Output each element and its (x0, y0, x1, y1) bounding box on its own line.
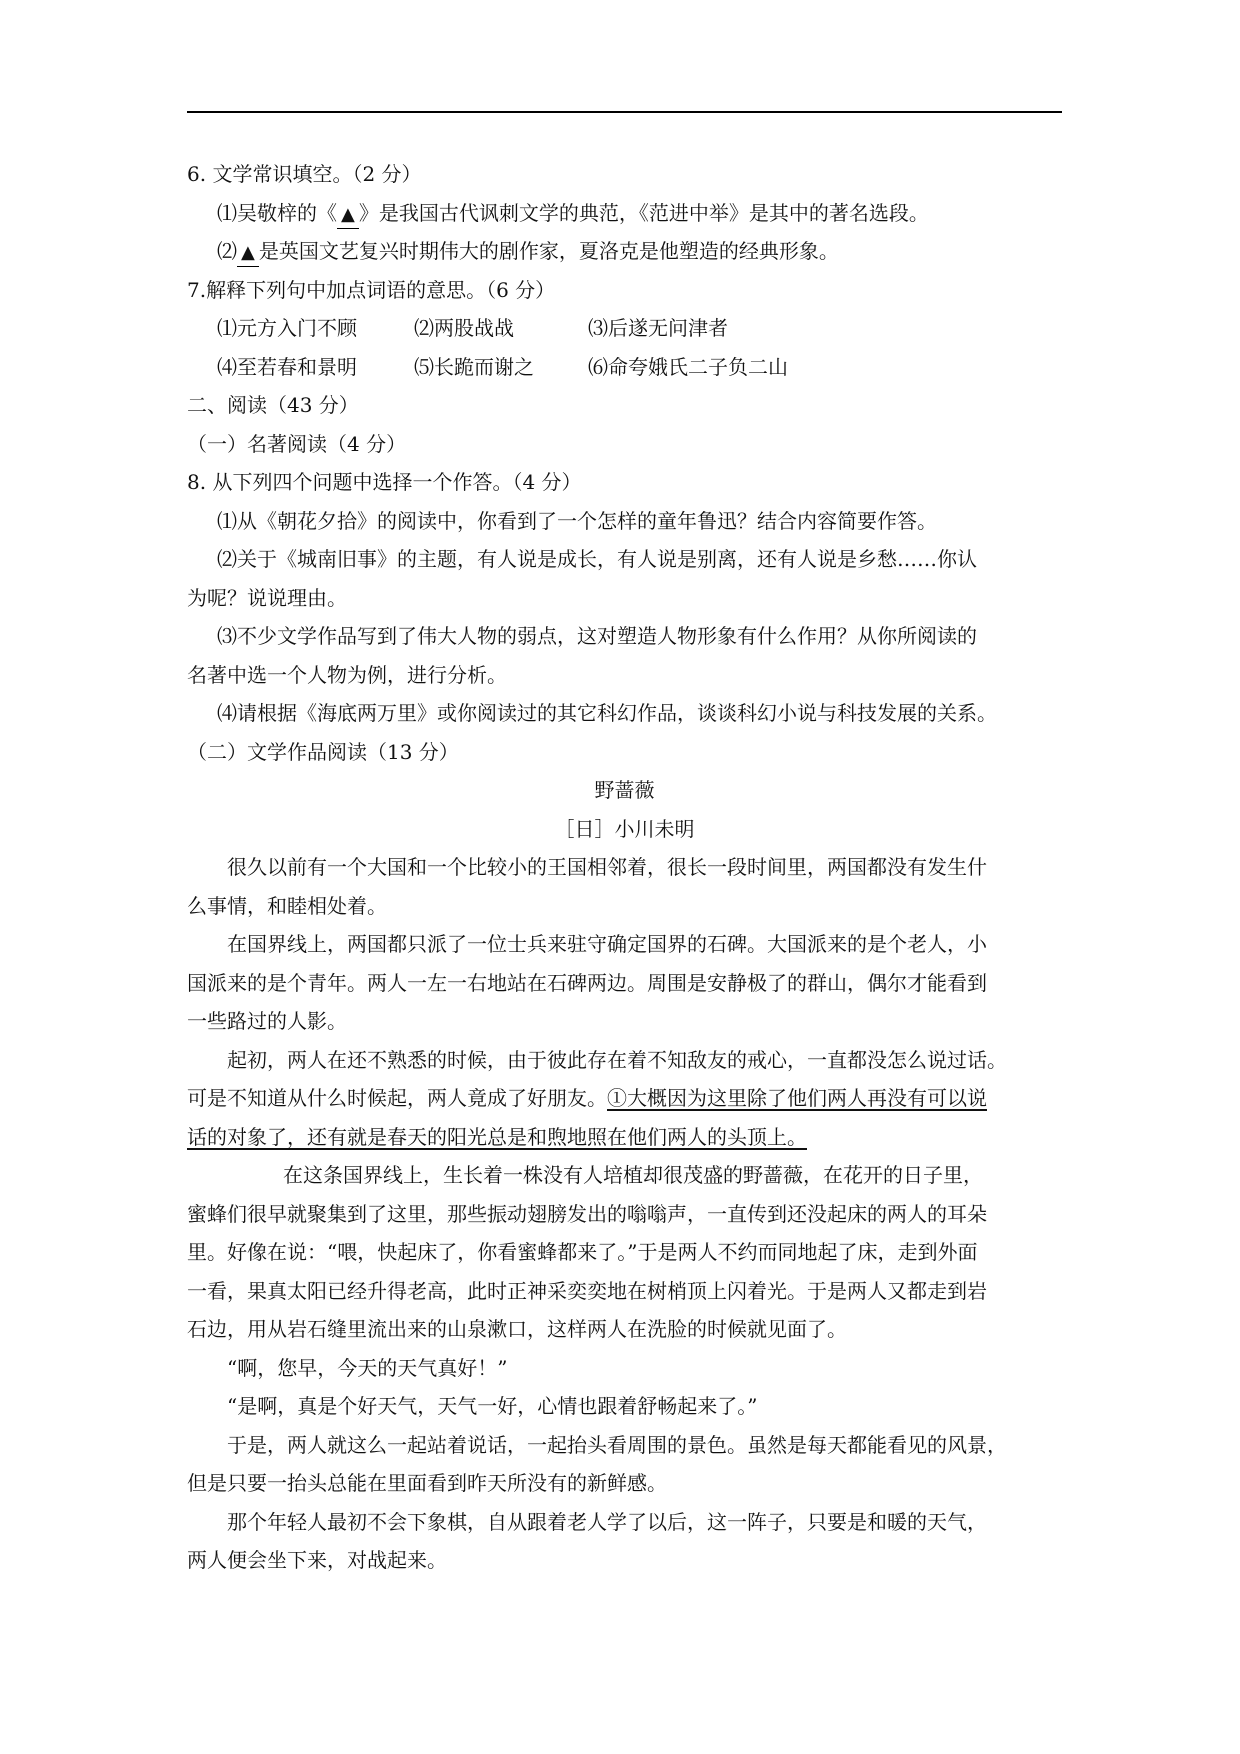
q7-item-4: ⑷至若春和景明 (217, 354, 357, 379)
story-p1-line-1: 很久以前有一个大国和一个比较小的王国相邻着，很长一段时间里，两国都没有发生什 (227, 855, 987, 879)
story-p4-line-4: 一看，果真太阳已经升得老高，此时正神采奕奕地在树梢顶上闪着光。于是两人又都走到岩 (187, 1278, 987, 1303)
q7-item-3: ⑶后遂无问津者 (588, 316, 728, 340)
q6-item-1-pre: ⑴吴敬梓的《 (217, 200, 337, 225)
story-p4-line-3: 里。好像在说：“喂，快起床了，你看蜜蜂都来了。”于是两人不约而同地起了床，走到外面 (187, 1240, 978, 1264)
q6-blank-2: ▲ (237, 240, 259, 267)
q6-item-1-post: 》是我国古代讽刺文学的典范，《范进中举》是其中的著名选段。 (358, 200, 929, 225)
story-p3-line-2 (187, 1079, 1062, 1118)
story-p2-line-2: 国派来的是个青年。两人一左一右地站在石碑两边。周围是安静极了的群山，偶尔才能看到 (187, 970, 987, 995)
page-content (187, 155, 1062, 1580)
q8-option-1: ⑴从《朝花夕拾》的阅读中，你看到了一个怎样的童年鲁迅？结合内容简要作答。 (217, 508, 937, 533)
subsection-classics-heading: （一）名著阅读（4 分） (187, 431, 407, 456)
q7-row-1 (187, 309, 1062, 348)
q7-item-5: ⑸长跪而谢之 (414, 354, 534, 379)
section-reading-heading: 二、阅读（43 分） (187, 393, 359, 417)
q8-option-2-line-2: 为呢？说说理由。 (187, 585, 347, 610)
q8-option-3-line-2: 名著中选一个人物为例，进行分析。 (187, 662, 507, 687)
q7-item-6: ⑹命夸娥氏二子负二山 (588, 354, 788, 379)
q8-title: 8. 从下列四个问题中选择一个作答。（4 分） (187, 470, 582, 494)
q8-option-3-line-1: ⑶不少文学作品写到了伟大人物的弱点，这对塑造人物形象有什么作用？从你所阅读的 (217, 624, 977, 648)
q7-row-2 (187, 348, 1062, 387)
q6-item-2-pre: ⑵ (217, 239, 237, 263)
q7-item-1: ⑴元方入门不顾 (217, 316, 357, 340)
header-rule (187, 111, 1062, 113)
story-p4-line-5: 石边，用从岩石缝里流出来的山泉漱口，这样两人在洗脸的时候就见面了。 (187, 1317, 847, 1341)
q6-title: 6. 文学常识填空。（2 分） (187, 162, 422, 186)
story-p4-line-2: 蜜蜂们很早就聚集到了这里，那些振动翅膀发出的嗡嗡声，一直传到还没起床的两人的耳朵 (187, 1201, 987, 1226)
underlined-sentence-1-part-2: 话的对象了，还有就是春天的阳光总是和煦地照在他们两人的头顶上。 (187, 1124, 807, 1149)
story-author: ［日］小川未明 (554, 816, 695, 841)
story-title: 野蔷薇 (594, 778, 655, 802)
story-p1-line-2: 么事情，和睦相处着。 (187, 893, 387, 918)
story-p8-line-1: 那个年轻人最初不会下象棋，自从跟着老人学了以后，这一阵子，只要是和暖的天气， (227, 1509, 987, 1534)
story-p3-line-1: 起初，两人在还不熟悉的时候，由于彼此存在着不知敌友的戒心，一直都没怎么说过话。 (227, 1047, 1007, 1072)
story-p2-line-3: 一些路过的人影。 (187, 1009, 347, 1033)
story-p4-line-1: 在这条国界线上，生长着一株没有人培植却很茂盛的野蔷薇，在花开的日子里， (283, 1163, 983, 1187)
story-dialogue-2: “是啊，真是个好天气，天气一好，心情也跟着舒畅起来了。” (227, 1394, 758, 1418)
q8-option-2-line-1: ⑵关于《城南旧事》的主题，有人说是成长，有人说是别离，还有人说是乡愁……你认 (217, 547, 977, 571)
story-p7-line-2: 但是只要一抬头总能在里面看到昨天所没有的新鲜感。 (187, 1471, 667, 1495)
story-p3-line-3 (187, 1118, 1062, 1157)
q6-item-2 (187, 232, 1062, 271)
q7-title: 7.解释下列句中加点词语的意思。（6 分） (187, 277, 556, 302)
story-p7-line-1: 于是，两人就这么一起站着说话，一起抬头看周围的景色。虽然是每天都能看见的风景， (227, 1432, 1007, 1457)
q8-option-4: ⑷请根据《海底两万里》或你阅读过的其它科幻作品，谈谈科幻小说与科技发展的关系。 (217, 701, 997, 725)
underlined-sentence-1-part-1: ①大概因为这里除了他们两人再没有可以说 (607, 1086, 987, 1110)
story-p8-line-2: 两人便会坐下来，对战起来。 (187, 1548, 447, 1572)
q7-item-2: ⑵两股战战 (414, 316, 514, 340)
story-p3-line-2-text: 可是不知道从什么时候起，两人竟成了好朋友。 (187, 1086, 607, 1110)
story-dialogue-1: “啊，您早，今天的天气真好！” (227, 1355, 508, 1380)
q6-item-2-post: 是英国文艺复兴时期伟大的剧作家，夏洛克是他塑造的经典形象。 (258, 239, 839, 263)
q6-item-1 (187, 194, 1062, 233)
story-p2-line-1: 在国界线上，两国都只派了一位士兵来驻守确定国界的石碑。大国派来的是个老人，小 (227, 932, 987, 956)
subsection-literary-heading: （二）文学作品阅读（13 分） (187, 739, 459, 764)
q6-blank-1: ▲ (337, 202, 359, 229)
